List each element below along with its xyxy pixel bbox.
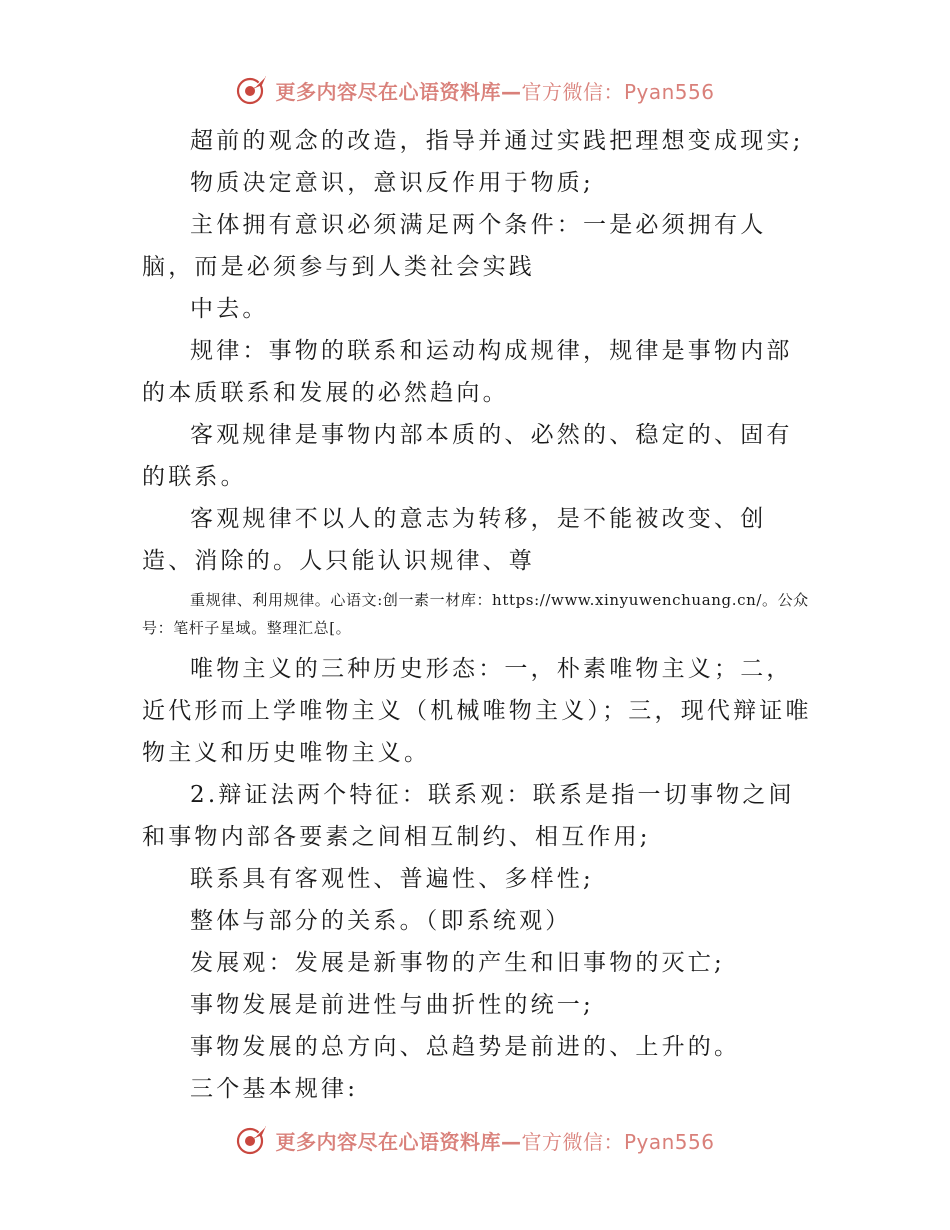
source-note: 重规律、利用规律。心语文:创一素一材库：https://www.xinyuwenchuang.cn/。公众号：笔杆子星域。整理汇总[。 [142,591,809,637]
banner-text: 更多内容尽在心语资料库—官方微信：Pyan556 [275,79,715,104]
paragraph-5: 规律：事物的联系和运动构成规律，规律是事物内部的本质联系和发展的必然趋向。 [142,338,793,406]
paragraph-11: 联系具有客观性、普遍性、多样性; [190,866,594,892]
paragraph-4: 中去。 [190,296,269,322]
paragraph-15: 事物发展的总方向、总趋势是前进的、上升的。 [190,1034,741,1060]
footer-banner [0,1120,950,1160]
paragraph-13: 发展观：发展是新事物的产生和旧事物的灭亡; [190,950,725,976]
banner-text: 更多内容尽在心语资料库—官方微信：Pyan556 [275,1129,715,1154]
quill-logo-icon [235,1123,269,1157]
paragraph-16: 三个基本规律: [190,1076,359,1102]
paragraph-14: 事物发展是前进性与曲折性的统一; [190,992,594,1018]
paragraph-2: 物质决定意识，意识反作用于物质; [190,170,594,196]
paragraph-1: 超前的观念的改造，指导并通过实践把理想变成现实; [190,128,804,154]
paragraph-10: 2.辩证法两个特征：联系观：联系是指一切事物之间和事物内部各要素之间相互制约、相互作用; [142,782,795,850]
quill-logo-icon [235,73,269,107]
paragraph-12: 整体与部分的关系。（即系统观） [190,908,572,934]
header-banner [0,70,950,110]
paragraph-7: 客观规律不以人的意志为转移，是不能被改变、创造、消除的。人只能认识规律、尊 [142,506,767,574]
paragraph-9: 唯物主义的三种历史形态：一，朴素唯物主义；二，近代形而上学唯物主义（机械唯物主义）；三，现代辩证唯物主义和历史唯物主义。 [142,656,812,766]
paragraph-3: 主体拥有意识必须满足两个条件：一是必须拥有人脑，而是必须参与到人类社会实践 [142,212,767,280]
document-body [142,120,812,1110]
paragraph-6: 客观规律是事物内部本质的、必然的、稳定的、固有的联系。 [142,422,793,490]
